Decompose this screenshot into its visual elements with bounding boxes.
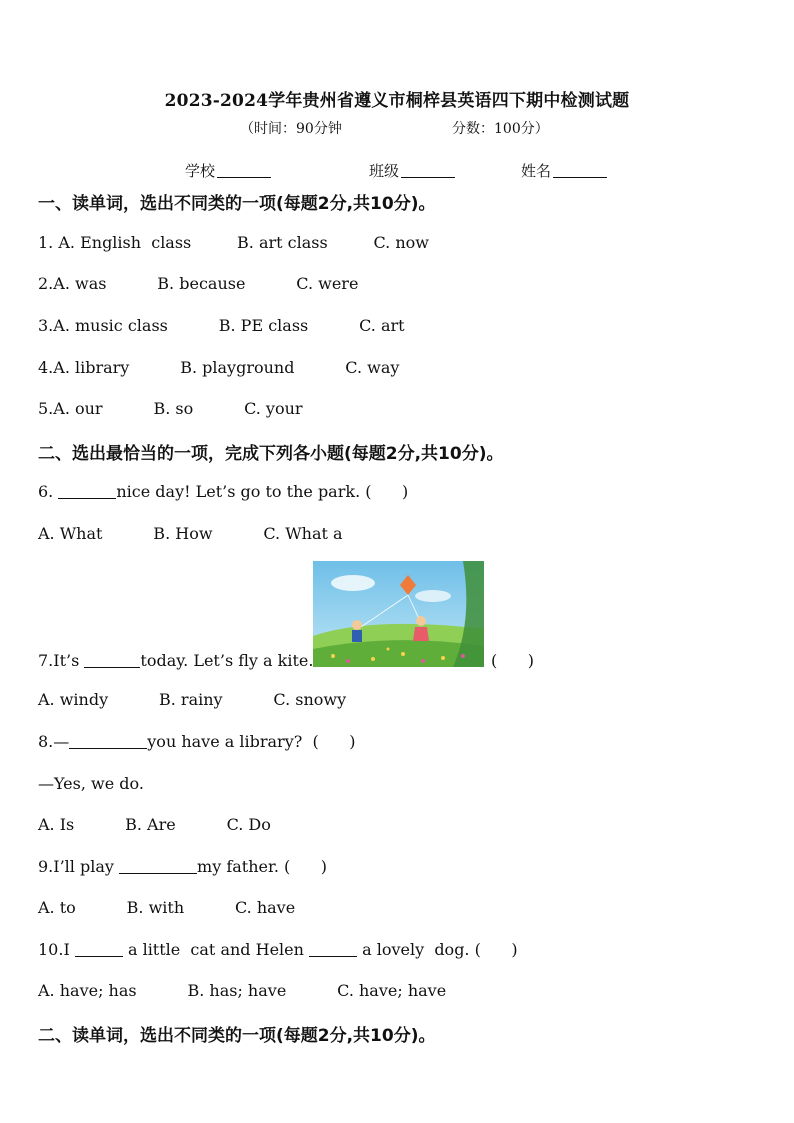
class-field xyxy=(369,160,455,181)
question-4: 4.A. library B. playground C. way xyxy=(38,358,400,377)
exam-score: 分数：100分） xyxy=(452,121,549,137)
question-3: 3.A. music class B. PE class C. art xyxy=(38,316,405,335)
question-6-number: 6. xyxy=(38,482,59,501)
section-2-heading: 二、选出最恰当的一项，完成下列各小题(每题2分,共10分)。 xyxy=(38,444,504,464)
question-8-options: A. Is B. Are C. Do xyxy=(38,815,271,834)
question-10-number: 10.I xyxy=(38,940,75,959)
school-blank xyxy=(217,162,271,178)
question-10-options: A. have; has B. has; have C. have; have xyxy=(38,981,447,1000)
name-field xyxy=(521,160,607,181)
question-8-text: you have a library? ( ) xyxy=(147,732,356,751)
question-8-number: 8.— xyxy=(38,732,70,751)
class-blank xyxy=(401,162,455,178)
question-6-blank xyxy=(58,484,116,499)
question-7-blank xyxy=(84,653,140,668)
question-10-text-1: a little cat and Helen xyxy=(122,940,310,959)
question-9-text: my father. ( ) xyxy=(197,857,328,876)
class-label: 班级 xyxy=(369,162,400,180)
name-label: 姓名 xyxy=(521,162,552,180)
question-10-blank-2 xyxy=(309,942,357,957)
question-7-options: A. windy B. rainy C. snowy xyxy=(38,690,347,709)
question-6 xyxy=(38,482,408,501)
question-5: 5.A. our B. so C. your xyxy=(38,399,303,418)
question-8-answer: —Yes, we do. xyxy=(38,774,144,793)
question-7-paren: ( ) xyxy=(491,651,534,670)
exam-time: （时间：90分钟 xyxy=(240,121,342,137)
page-title: 2023-2024学年贵州省遵义市桐梓县英语四下期中检测试题 xyxy=(164,91,630,111)
question-7 xyxy=(38,651,313,670)
section-1-heading: 一、读单词，选出不同类的一项(每题2分,共10分)。 xyxy=(38,194,436,214)
question-9-blank xyxy=(119,859,197,874)
question-8-blank xyxy=(69,734,147,749)
name-blank xyxy=(553,162,607,178)
question-10-text-2: a lovely dog. ( ) xyxy=(357,940,518,959)
school-field xyxy=(185,160,271,181)
kite-flying-children-illustration-icon xyxy=(313,561,484,667)
question-2: 2.A. was B. because C. were xyxy=(38,274,359,293)
question-6-options: A. What B. How C. What a xyxy=(38,524,343,543)
question-7-text: today. Let’s fly a kite. xyxy=(140,651,314,670)
section-3-heading: 二、读单词，选出不同类的一项(每题2分,共10分)。 xyxy=(38,1026,436,1046)
question-7-number: 7.It’s xyxy=(38,651,85,670)
question-6-text: nice day! Let’s go to the park. ( ) xyxy=(116,482,409,501)
school-label: 学校 xyxy=(185,162,216,180)
question-9 xyxy=(38,857,327,876)
question-10 xyxy=(38,940,518,959)
question-9-options: A. to B. with C. have xyxy=(38,898,296,917)
question-9-number: 9.I’ll play xyxy=(38,857,120,876)
question-1: 1. A. English class B. art class C. now xyxy=(38,233,429,252)
question-8 xyxy=(38,732,356,751)
question-10-blank-1 xyxy=(75,942,123,957)
